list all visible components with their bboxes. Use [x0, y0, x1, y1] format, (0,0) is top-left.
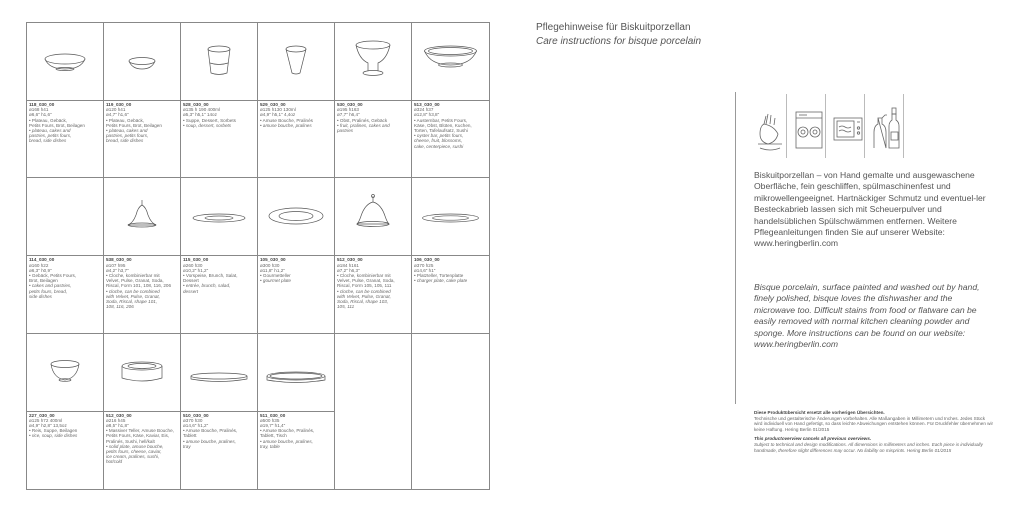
product-dimensions: ø324 h37 ø12,8" h3,8"	[414, 107, 440, 118]
product-card	[181, 23, 258, 178]
empty-cell	[335, 334, 412, 489]
product-use-en: • gourmet plate	[260, 278, 291, 284]
product-info	[106, 257, 179, 309]
fine-print-en: Subject to technical and design modifications. All dimensions in millimeters and inches. Each piece is individually handmade, therefore slight differences may occur. No liability on misprints. Hering Berlin 01/2015	[754, 441, 983, 453]
divider	[735, 92, 736, 404]
product-code: 529_030_00	[260, 102, 286, 107]
product-use-en: • charger plate, cake plate	[414, 278, 468, 284]
product-use-de: • Platzteller, Tortenplatte	[414, 272, 464, 278]
product-card	[258, 178, 335, 333]
product-use-de: • Amuse Bouche, Pralinés	[260, 117, 313, 123]
product-illustration	[258, 334, 334, 410]
product-dimensions: ø107 h95 ø4,2" h3,7"	[106, 262, 129, 273]
product-code: 105_030_00	[260, 257, 286, 263]
fine-print-en-bold: This productoverview cancels all previous overviews.	[754, 436, 872, 442]
empty-cell	[412, 334, 489, 489]
product-illustration	[335, 178, 411, 254]
microwave-icon	[832, 94, 865, 158]
product-info	[183, 257, 256, 293]
product-card	[258, 23, 335, 178]
product-info	[260, 413, 333, 449]
product-use-de: • Suppe, Dessert, Sorbets	[183, 117, 236, 123]
card-divider	[335, 100, 411, 101]
product-illustration	[27, 334, 103, 410]
dishwasher-icon	[793, 94, 826, 158]
product-code: 512_030_00	[106, 412, 132, 418]
card-divider	[27, 100, 103, 101]
product-use-de: • Plateau, Gebäck, Petits Fours, Brot, Beilagen	[106, 117, 162, 128]
product-illustration	[181, 178, 257, 254]
care-text-en: Bisque porcelain, surface painted and washed out by hand, finely polished, bisque loves the dishwasher and the microwave too. Difficult stains from food or flatware can be easily removed with normal kitchen cleaning powder and sponge. More instructions can be found on our website: www.heringberlin.com	[754, 282, 980, 350]
product-card	[27, 178, 104, 333]
product-dimensions: ø125 h72 400ml ø4,9" h2,8" 13,5oz	[29, 417, 67, 429]
product-dimensions: ø195 h163 ø7,7" h6,4"	[337, 107, 360, 118]
product-use-en: • oyster bar, petits fours, cheese, fruit, blossoms, cake, centerpiece, sushi	[414, 133, 464, 149]
product-illustration	[181, 23, 257, 99]
product-dimensions: ø125 h130 130ml ø4,9" h5,1" 4,4oz	[260, 107, 296, 118]
product-use-de: • Cloche, kombinierbar mit Velvet, Pulse, Granat, Soda, Riscal, Form 105, 105, 111	[337, 272, 395, 289]
product-code: 511_030_00	[260, 412, 286, 418]
care-icons	[754, 94, 920, 158]
product-dimensions: ø216 h45 ø8,5" h1,8"	[106, 417, 129, 429]
product-info	[29, 413, 102, 439]
product-dimensions: ø168 h41 ø6,6" h1,6"	[29, 107, 52, 118]
card-divider	[412, 255, 489, 256]
product-code: 118_030_00	[29, 102, 55, 107]
card-divider	[27, 255, 103, 256]
product-use-de: • Obst, Pralinés, Gebäck	[337, 117, 388, 123]
product-dimensions: ø500 h35 ø19,7" h1,4"	[260, 417, 286, 429]
card-divider	[181, 100, 257, 101]
product-code: 106_030_00	[414, 257, 440, 263]
product-use-en: • solid plate, amuse bouche, petits fours, cheese, caviar, ice cream, pralines, sushi, hot/cold	[106, 443, 164, 465]
product-card	[27, 334, 104, 489]
product-use-en: • amuse bouche, pralines, tray	[183, 438, 236, 449]
product-code: 512_030_00	[337, 257, 363, 263]
product-info	[183, 102, 256, 128]
product-illustration	[27, 178, 103, 254]
product-code: 528_030_00	[183, 102, 209, 107]
product-info	[414, 102, 488, 149]
product-dimensions: ø184 h161 ø7,2" h6,3"	[337, 262, 360, 273]
product-card	[104, 178, 181, 333]
product-card	[104, 23, 181, 178]
card-divider	[181, 255, 257, 256]
card-divider	[335, 255, 411, 256]
product-card	[104, 334, 181, 489]
product-illustration	[104, 178, 180, 254]
product-use-en: • entrée, brunch, salad, dessert	[183, 283, 231, 294]
card-divider	[104, 100, 180, 101]
product-code: 115_030_00	[183, 257, 209, 263]
product-use-de: • Amuse Bouche, Pralinés, Tablett, Tisch	[260, 428, 315, 439]
product-use-en: • plateau, cakes and pastries, petits fours, bread, side dishes	[106, 128, 149, 144]
product-info	[414, 257, 488, 283]
product-dimensions: ø160 h22 ø6,3" h0,9"	[29, 262, 52, 273]
card-divider	[181, 411, 257, 412]
product-info	[260, 257, 333, 283]
product-code: 513_030_00	[414, 102, 440, 107]
product-card	[412, 23, 489, 178]
product-dimensions: ø370 h25 ø14,6" h1"	[414, 262, 436, 273]
product-info	[29, 102, 102, 144]
product-illustration	[335, 23, 411, 99]
card-divider	[258, 255, 334, 256]
product-card	[258, 334, 335, 489]
fine-print-de: Technische und gestalterische Änderungen vorbehalten. Alle Maßangaben in Millimetern und Inches. Jedes Stück wird individuell von Hand gefertigt, so dass leichte Abweichungen entstehen können. Für Druckfehler übernehmen wir keine Haftung. Hering Berlin 01/2015	[754, 415, 994, 432]
product-dimensions: ø300 h30 ø11,8" h1,2"	[260, 262, 285, 273]
product-use-en: • cloche, can be combined with Velvet, Pulse, Granat, Soda, Riscal, shape 101, 108, 116, 206	[106, 288, 160, 310]
product-illustration	[104, 23, 180, 99]
product-use-de: • Vorspeise, Brunch, Salat, Dessert	[183, 272, 238, 284]
product-use-en: • soup, dessert, sorbets	[183, 122, 232, 128]
product-info	[183, 413, 256, 449]
product-card	[181, 178, 258, 333]
product-use-en: • plateau, cakes and pastries, petits fours, bread, side dishes	[29, 128, 72, 144]
product-illustration	[181, 334, 257, 410]
product-info	[29, 257, 102, 299]
product-code: 119_030_00	[106, 102, 132, 107]
product-illustration	[412, 178, 489, 254]
cleaning-agents-icon	[871, 94, 904, 158]
product-illustration	[104, 334, 180, 410]
product-illustration	[258, 178, 334, 254]
card-divider	[258, 411, 334, 412]
hand-wash-icon	[754, 94, 787, 158]
card-divider	[27, 411, 103, 412]
product-info	[260, 102, 333, 128]
product-dimensions: ø370 h30 ø14,6" h1,2"	[183, 417, 209, 429]
card-divider	[412, 100, 489, 101]
product-illustration	[27, 23, 103, 99]
product-grid	[26, 22, 490, 490]
fine-print-de-bold: Diese Produktübersicht ersetzt alle vorherigen Übersichten.	[754, 410, 885, 415]
product-info	[337, 102, 410, 133]
product-use-de: • Reis, Suppe, Beilagen	[29, 428, 78, 434]
product-card	[181, 334, 258, 489]
product-illustration	[412, 23, 489, 99]
card-divider	[258, 100, 334, 101]
card-divider	[104, 411, 180, 412]
product-info	[337, 257, 410, 309]
fine-print	[754, 410, 994, 453]
product-info	[106, 102, 179, 144]
product-use-de: • Austernbar, Petits Fours, Käse, Obst, Blüten, Kuchen, Torten, Tafelaufsatz, Sushi	[414, 117, 472, 134]
product-use-de: • Amuse Bouche, Pralinés, Tablett	[183, 428, 238, 439]
product-card	[335, 23, 412, 178]
product-code: 530_030_00	[337, 102, 363, 107]
product-dimensions: ø120 h41 ø4,7" h1,6"	[106, 107, 129, 118]
care-text-de: Biskuitporzellan – von Hand gemalte und ausgewaschene Oberfläche, fein geschliffen, spülmaschinenfest und mikrowellengeeignet. Hartnäckiger Schmutz und eventuel-ler Besteckabrieb lassen sich mit Scheuerpulver und handelsüblichen Spülschwämmen entfernen. Weitere Pflegeanleitungen finden Sie auf unserer Website: www.heringberlin.com	[754, 170, 986, 249]
product-card	[27, 23, 104, 178]
product-use-en: • amuse bouche, pralines, tray, table	[260, 438, 313, 449]
card-divider	[104, 255, 180, 256]
product-use-de: • Cloche, kombinierbar mit Velvet, Pulse, Granat, Soda, Riscal, Form 101, 108, 116, 206	[106, 272, 172, 289]
product-use-en: • cloche, can be combined with Velvet, Pulse, Granat, Soda, Riscal, shape 103, 105, 111	[337, 288, 391, 310]
product-code: 538_030_00	[106, 257, 132, 263]
product-code: 510_030_00	[183, 412, 209, 418]
product-use-en: • rice, soup, side dishes	[29, 433, 78, 439]
product-card	[335, 178, 412, 333]
product-dimensions: ø135 h 190 400ml ø5,3" h5,1" 14oz	[183, 107, 221, 118]
product-card	[412, 178, 489, 333]
product-use-de: • Gourmetteller	[260, 272, 291, 278]
product-use-en: • amuse bouche, pralines	[260, 122, 312, 128]
product-use-de: • Massiver Teller, Amuse Bouche, Petits Fours, Käse, Kaviar, Eis, Pralinés, Sushi, hell/kalt	[106, 428, 174, 444]
product-dimensions: ø260 h30 ø10,2" h1,2"	[183, 262, 209, 273]
product-code: 227_030_00	[29, 412, 55, 418]
page-subtitle: Care instructions for bisque porcelain	[536, 36, 702, 47]
product-use-en: • cakes and pastries, petits fours, bread, side dishes	[29, 283, 72, 299]
product-illustration	[258, 23, 334, 99]
product-use-de: • Gebäck, Petits Fours, Brot, Beilagen	[29, 272, 77, 284]
product-use-en: • fruit, pralines, cakes and pastries	[337, 122, 390, 134]
page-title: Pflegehinweise für Biskuitporzellan	[536, 22, 691, 33]
product-use-de: • Plateau, Gebäck, Petits Fours, Brot, Beilagen	[29, 117, 85, 128]
product-info	[106, 413, 179, 465]
product-code: 114_030_00	[29, 257, 55, 263]
